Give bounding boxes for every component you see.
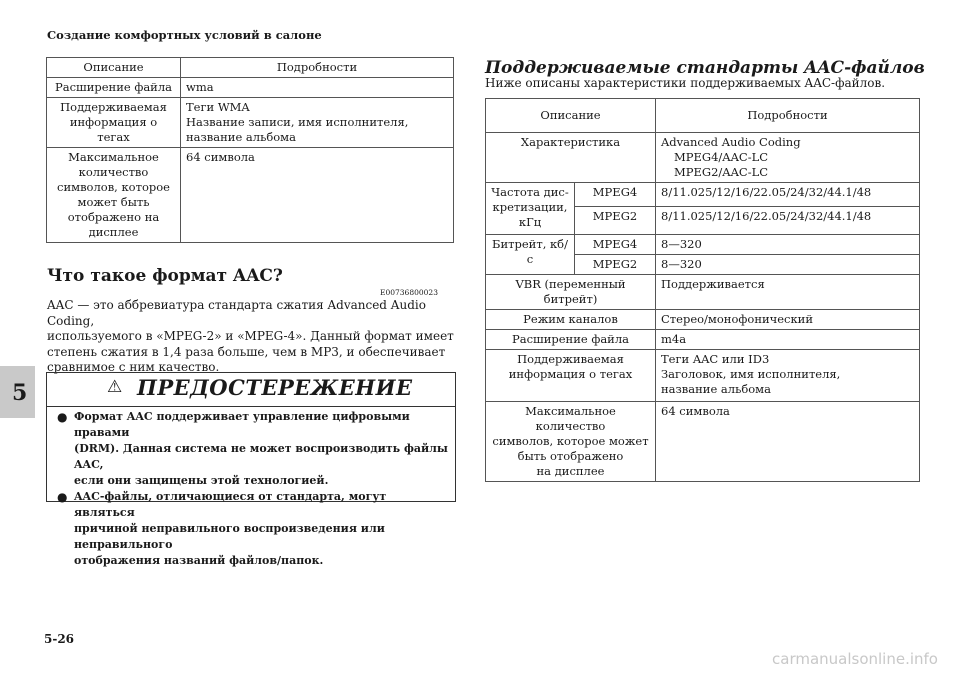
cell-line: Частота дис- (491, 185, 569, 199)
cell-line: быть отображено (517, 449, 624, 463)
cell-characteristic-label: Характеристика (486, 133, 656, 183)
table-header-details: Подробности (656, 99, 920, 133)
cell-label: Расширение файла (486, 330, 656, 350)
section-title-aac-standards: Поддерживаемые стандарты AAC-файлов (485, 58, 925, 78)
cell-line: может быть (77, 195, 150, 209)
table-row (486, 402, 920, 482)
cell-line: символов, которое (57, 180, 170, 194)
warning-line: если они защищены этой технологией. (74, 474, 329, 487)
cell-line: количество (78, 165, 149, 179)
chapter-number: 5 (12, 380, 28, 406)
table-header-description: Описание (486, 99, 656, 133)
table-row (486, 330, 920, 350)
warning-title: ПРЕДОСТЕРЕЖЕНИЕ (137, 375, 413, 400)
cell-line: Поддерживаемая (60, 100, 167, 114)
cell-label: VBR (переменный битрейт) (486, 275, 656, 310)
table-header-details: Подробности (181, 58, 454, 78)
warning-line: AAC-файлы, отличающиеся от стандарта, могут являться (74, 490, 387, 519)
watermark-text: carmanualsonline.info (772, 650, 938, 668)
cell-line: Теги AAC или ID3 (661, 352, 770, 366)
cell-line: Поддерживаемая (517, 352, 624, 366)
page-header: Создание комфортных условий в салоне (47, 28, 322, 42)
cell-line: кретизации, (492, 200, 568, 214)
cell-line: информация о тегах (508, 367, 633, 381)
cell-value: Стерео/монофонический (656, 310, 920, 330)
cell-standard: MPEG2 (575, 207, 656, 235)
cell-line: название альбома (661, 382, 771, 396)
cell-value: 8/11.025/12/16/22.05/24/32/44.1/48 (656, 183, 920, 207)
cell-bitrate-label: Битрейт, кб/с (486, 235, 575, 275)
cell-value: m4a (656, 330, 920, 350)
warning-body (53, 409, 449, 569)
cell-line: название альбома (186, 130, 296, 144)
table-row (47, 78, 454, 98)
cell-line: wma (186, 80, 214, 94)
cell-standard: MPEG4 (575, 235, 656, 255)
table-header-description: Описание (47, 58, 181, 78)
cell-line: MPEG4/AAC-LC (674, 150, 769, 164)
table-row (486, 133, 920, 183)
paragraph-line: сравнимое с ним качество. (47, 360, 220, 374)
cell-value: 64 символа (656, 402, 920, 482)
section-title-aac: Что такое формат AAC? (47, 266, 283, 286)
cell-line: символов, которое может (492, 434, 649, 448)
warning-header (47, 373, 455, 407)
cell-line: дисплее (88, 225, 139, 239)
warning-item (53, 409, 449, 489)
paragraph-line: используемого в «MPEG-2» и «MPEG-4». Данный формат имеет (47, 329, 454, 343)
aac-spec-table (485, 98, 920, 482)
table-row (47, 148, 454, 243)
paragraph-line: степень сжатия в 1,4 раза больше, чем в MP3, и обеспечивает (47, 344, 446, 359)
warning-line: Формат AAC поддерживает управление цифровыми правами (74, 410, 410, 439)
warning-triangle-icon: ⚠ (107, 377, 123, 397)
cell-line: Заголовок, имя исполнителя, (661, 367, 841, 381)
table-row (486, 310, 920, 330)
cell-standard: MPEG2 (575, 255, 656, 275)
cell-line: на дисплее (536, 464, 605, 478)
cell-value: Поддерживается (656, 275, 920, 310)
paragraph-line: AAC — это аббревиатура стандарта сжатия Advanced Audio Coding, (47, 298, 426, 328)
table-row (47, 98, 454, 148)
table-row (486, 275, 920, 310)
cell-line: информация о тегах (69, 115, 158, 144)
cell-line: отображено на (67, 210, 160, 224)
cell-line: кГц (518, 215, 542, 229)
wma-spec-table (46, 57, 454, 243)
warning-line: отображения названий файлов/папок. (74, 554, 324, 567)
bullet-icon: ● (57, 410, 68, 424)
cell-line: Название записи, имя исполнителя, (186, 115, 409, 129)
warning-line: (DRM). Данная система не может воспроизводить файлы AAC, (74, 442, 448, 471)
cell-line: Расширение файла (54, 80, 173, 94)
page-number: 5-26 (44, 632, 75, 646)
warning-item (53, 489, 449, 569)
warning-box (46, 372, 456, 567)
cell-value: 8/11.025/12/16/22.05/24/32/44.1/48 (656, 207, 920, 235)
cell-value: 8—320 (656, 235, 920, 255)
cell-standard: MPEG4 (575, 183, 656, 207)
section-intro: Ниже описаны характеристики поддерживаемых AAC-файлов. (485, 76, 886, 90)
cell-value: 8—320 (656, 255, 920, 275)
section-code: E00736800023 (380, 288, 438, 297)
table-row (486, 235, 920, 255)
cell-line: Теги WMA (186, 100, 250, 114)
cell-line: Максимальное количество (525, 404, 616, 433)
cell-line: 64 символа (186, 150, 255, 164)
table-row (486, 183, 920, 207)
cell-label: Режим каналов (486, 310, 656, 330)
cell-line: Максимальное (68, 150, 159, 164)
bullet-icon: ● (57, 490, 68, 504)
cell-line: Advanced Audio Coding (661, 135, 801, 149)
aac-paragraph (47, 298, 457, 376)
table-row (486, 350, 920, 402)
cell-line: MPEG2/AAC-LC (674, 165, 769, 179)
warning-line: причиной неправильного воспроизведения или неправильного (74, 522, 385, 551)
